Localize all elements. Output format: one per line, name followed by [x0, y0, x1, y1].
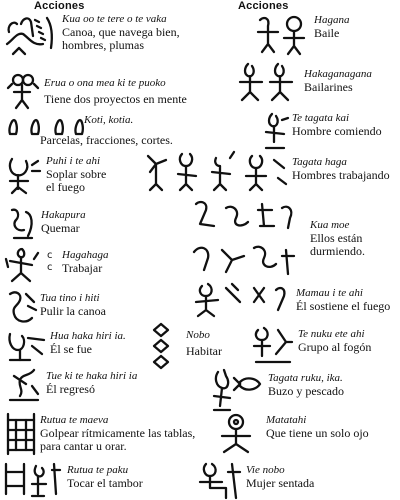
entry-desc: Buzo y pescado	[268, 384, 344, 398]
entry-tagata-ruku	[268, 372, 344, 398]
entry-nobo	[186, 329, 222, 358]
eating-man-glyph-icon	[262, 110, 292, 152]
entry-title: Tagata haga	[292, 156, 347, 168]
one-eye-glyph-icon	[214, 412, 264, 456]
entry-desc: durmiendo.	[310, 244, 365, 258]
entry-desc: Parcelas, fracciones, cortes.	[40, 133, 173, 147]
entry-desc: Tiene dos proyectos en mente	[44, 92, 187, 106]
entry-desc: Mujer sentada	[246, 476, 315, 490]
dancers-glyph-icon	[236, 60, 300, 104]
holds-fire-glyph-icon	[192, 280, 292, 320]
entry-desc: Él regresó	[46, 382, 95, 396]
entry-desc: Tocar el tambor	[67, 476, 143, 490]
entry-title: Koti, kotia.	[84, 114, 134, 126]
entry-desc: Hombre comiendo	[292, 124, 382, 138]
left-column-header: Acciones	[34, 0, 85, 12]
entry-desc: Soplar sobre	[46, 167, 107, 181]
small-c-glyph: c	[47, 250, 53, 261]
drum-glyph-icon	[2, 460, 66, 498]
entry-desc: Habitar	[186, 344, 222, 358]
entry-tua-tino	[40, 292, 106, 318]
entry-title: Hua haka hiri ia.	[50, 330, 126, 342]
entry-hakaganagana	[304, 68, 372, 94]
working-men-glyph-icon	[142, 148, 288, 194]
entry-title: Te nuku ete ahi	[298, 328, 365, 340]
entry-desc: Pulir la canoa	[40, 304, 106, 318]
entry-title: Hagahaga	[62, 249, 109, 261]
tablet-glyph-icon	[2, 410, 40, 458]
entry-rutua-te-paku	[67, 464, 143, 490]
departed-glyph-icon	[4, 328, 48, 364]
entry-kua-oo-te-tere	[62, 13, 180, 52]
entry-tue-ki-te-haka	[46, 370, 137, 396]
entry-title: Te tagata kai	[292, 112, 350, 124]
figure-glyph-icon	[4, 70, 40, 110]
entry-koti-kotia	[84, 114, 133, 127]
returned-glyph-icon	[4, 366, 44, 404]
entry-title: Rutua te maeva	[40, 414, 109, 426]
entry-te-tagata-kai	[292, 112, 382, 138]
entry-title: Kua oo te tere o te vaka	[62, 13, 167, 25]
parcels-glyph-icon	[6, 116, 84, 138]
entry-desc: Canoa, que navega bien,	[62, 25, 180, 39]
entry-rutua-te-maeva	[40, 414, 195, 453]
entry-desc: Hombres trabajando	[292, 168, 390, 182]
entry-desc: hombres, plumas	[62, 38, 144, 52]
entry-desc: Grupo al fogón	[298, 340, 372, 354]
entry-title: Tagata ruku, ika.	[268, 372, 343, 384]
entry-title: Hagana	[314, 14, 350, 26]
entry-title: Tue ki te haka hiri ia	[46, 370, 138, 382]
work-glyph-icon	[4, 245, 42, 285]
burn-glyph-icon	[6, 206, 40, 242]
entry-title: Vie nobo	[246, 464, 285, 476]
entry-kua-moe	[310, 219, 365, 258]
entry-puhi-i-te-ahi	[46, 155, 106, 194]
entry-vie-nobo	[246, 464, 314, 490]
entry-desc: Trabajar	[62, 261, 103, 275]
fire-group-glyph-icon	[252, 324, 294, 364]
entry-title: Rutua te paku	[67, 464, 129, 476]
entry-hagana	[314, 14, 349, 40]
seated-woman-glyph-icon	[196, 458, 244, 500]
entry-title: Puhi i te ahi	[46, 155, 101, 167]
polish-canoe-glyph-icon	[4, 288, 40, 328]
entry-desc: el fuego	[46, 180, 85, 194]
entry-matatahi	[266, 414, 369, 440]
entry-hua-haka-hiri	[50, 330, 126, 356]
entry-title: Tua tino i hiti	[40, 292, 100, 304]
entry-erua-o-ona	[44, 77, 187, 106]
entry-desc: para cantar u orar.	[40, 439, 127, 453]
dwelling-glyph-icon	[150, 322, 172, 368]
entry-desc: Ellos están	[310, 231, 363, 245]
dance-glyph-icon	[254, 14, 310, 58]
entry-te-nuku-ete-ahi	[298, 328, 371, 354]
entry-title: Mamau i te ahi	[296, 287, 363, 299]
canoe-glyph-icon	[3, 14, 59, 60]
entry-title: Hakaganagana	[304, 68, 372, 80]
entry-desc: Él sostiene el fuego	[296, 299, 391, 313]
blow-fire-glyph-icon	[4, 155, 42, 195]
entry-hakapura	[41, 209, 86, 235]
entry-title: Hakapura	[41, 209, 86, 221]
entry-desc: Golpear rítmicamente las tablas,	[40, 426, 196, 440]
small-c-glyph: c	[47, 262, 53, 273]
entry-desc: Quemar	[41, 221, 80, 235]
entry-title: Nobo	[186, 329, 210, 341]
entry-desc: Bailarines	[304, 80, 353, 94]
entry-hagahaga	[62, 249, 108, 275]
right-column-header: Acciones	[238, 0, 289, 12]
entry-desc: Que tiene un solo ojo	[266, 426, 369, 440]
entry-title: Kua moe	[310, 219, 350, 231]
entry-title: Matatahi	[266, 414, 307, 426]
entry-tagata-haga	[292, 156, 390, 182]
entry-desc: Baile	[314, 26, 340, 40]
entry-title: Erua o ona mea ki te puoko	[44, 77, 166, 89]
diver-fish-glyph-icon	[210, 366, 266, 414]
entry-mamau-i-te-ahi	[296, 287, 390, 313]
entry-desc: Él se fue	[50, 342, 92, 356]
sleeping-glyph-icon	[190, 196, 306, 282]
